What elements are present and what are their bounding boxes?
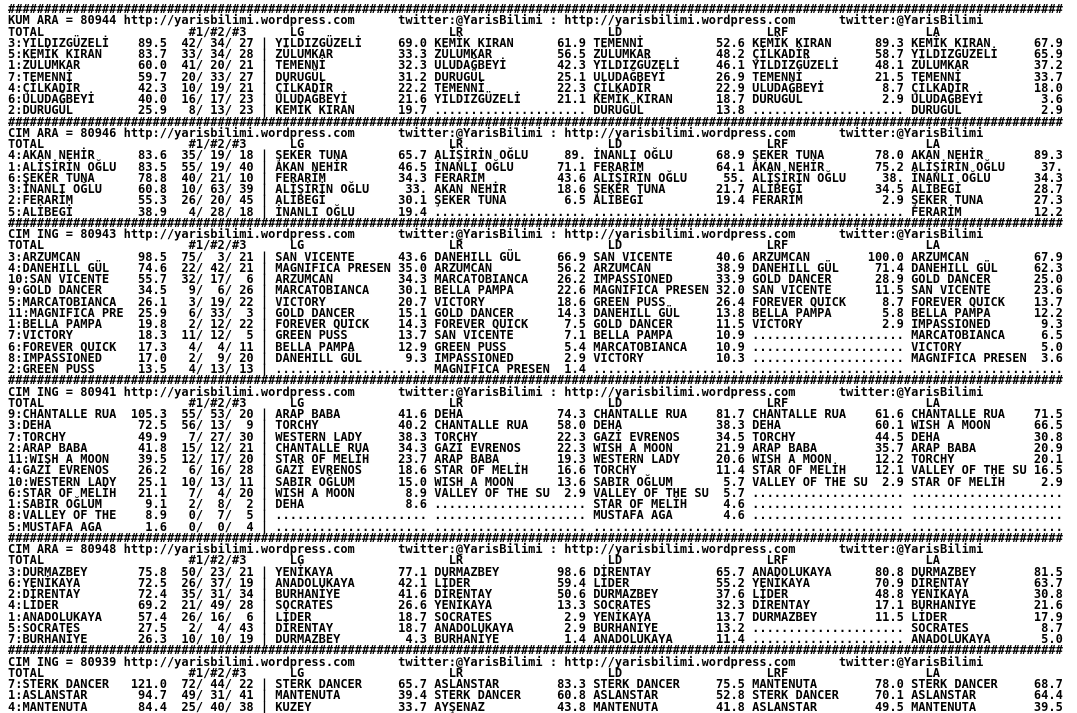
column-header-row: TOTAL #1/#2/#3 LG LR LD LRF LA — [8, 137, 940, 151]
table-row: 1:ASLANSTAR 94.7 49/ 31/ 41 | MANTENUTA 39.4 STERK DANCER 60.8 ASLANSTAR 52.8 STERK DANCER 70.1 ASLANSTAR 64.4 — [8, 688, 1063, 703]
table-row: 5:MARCATOBIANCA 26.1 3/ 19/ 22 | VICTORY 20.7 VICTORY 18.6 GREEN PUSS 26.4 FOREVER QUICK 8.7 FOREVER QUICK 13.7 — [8, 294, 1063, 309]
section-separator: ################################################################################################################################################## — [8, 530, 1063, 545]
section-separator: ################################################################################################################################################## — [8, 373, 1063, 388]
table-row: 5:KEMİK KIRAN 83.7 33/ 34/ 28 | ZÜLUMKAR 33.3 ZÜLUMKAR 56.5 ZÜLUMKAR 48.2 ÇİLKADİR 58.7 YILDIZGÜZELİ 65.9 — [8, 47, 1063, 61]
table-row: 5:ALİBEGİ 38.9 4/ 28/ 18 | İNANLI OĞLU 19.4 ..................... ..................... ..................... FERARİM 12.2 — [8, 204, 1063, 219]
table-row: 10:SAN VICENTE 55.7 32/ 17/ 6 | ARZUMCAN 34.3 MARCATOBIANCA 26.2 IMPASSIONED 33.9 GOLD DANCER 28.9 GOLD DANCER 25.0 — [8, 272, 1063, 286]
table-row: 11:WISH A MOON 39.5 12/ 17/ 20 | STAR OF MELİH 23.7 ARAP BABA 19.3 WESTERN LADY 20.6 WISH A MOON 12.2 TORCHY 20.1 — [8, 452, 1063, 466]
column-header-row: TOTAL #1/#2/#3 LG LR LD LRF LA — [8, 665, 940, 680]
section-separator: ################################################################################################################################################## — [8, 215, 1063, 230]
section-separator: ################################################################################################################################################## — [8, 114, 1063, 129]
table-row: 6:ŞEKER TUNA 78.8 40/ 21/ 10 | FERARİM 34.3 FERARİM 43.6 ALİŞİRİN OĞLU 55. ALİŞİRİN OĞLU 38. İNANLI OĞLU 34.3 — [8, 170, 1063, 185]
table-row: 4:LİDER 69.2 21/ 49/ 28 | SOCRATES 26.6 YENİKAYA 13.3 SOCRATES 32.3 DİRENTAY 17.1 BURHANİYE 21.6 — [8, 598, 1063, 613]
table-row: 7:VICTORY 18.3 11/ 12/ 5 | GREEN PUSS 13.7 SAN VICENTE 7.1 BELLA PAMPA 10.9 ..................... MARCATOBIANCA 6.5 — [8, 328, 1063, 343]
table-row: 3:YILDIZGÜZELİ 89.5 42/ 34/ 27 | YILDIZGÜZELİ 69.0 KEMİK KIRAN 61.9 TEMENNİ 52.6 KEMİK KIRAN 89.3 KEMİK KIRAN 67.9 — [8, 35, 1063, 50]
table-row: 4:MANTENUTA 84.4 25/ 40/ 38 | KUZEY 33.7 AYŞENAZ 43.8 MANTENUTA 41.8 ASLANSTAR 49.5 MANTENUTA 39.5 — [8, 699, 1063, 713]
table-row: 5:MUSTAFA AGA 1.6 0/ 0/ 4 | ..................... ..................... ..................... ..................... ..................... — [8, 519, 1063, 534]
table-row: 8:VALLEY OF THE 8.9 0/ 7/ 5 | ..................... ..................... MUSTAFA AGA 4.6 ..................... ..................... — [8, 508, 1063, 523]
section-header: CIM ING = 80943 http://yarisbilimi.wordpress.com twitter:@YarisBilimi : http://yarisbilimi.wordpress.com twitter:@YarisBilimi — [8, 227, 984, 241]
table-row: 4:ÇİLKADİR 42.3 10/ 19/ 21 | ÇİLKADİR 22.2 TEMENNİ 22.3 ÇİLKADİR 22.9 ULUDAĞBEYİ 8.7 ÇİLKADİR 18.0 — [8, 80, 1063, 95]
table-row: 2:FERARİM 55.3 26/ 20/ 45 | ALİBEGİ 30.1 ŞEKER TUNA 6.5 ALİBEGİ 19.4 FERARİM 2.9 ŞEKER TUNA 27.3 — [8, 193, 1063, 208]
column-header-row: TOTAL #1/#2/#3 LG LR LD LRF LA — [8, 395, 940, 410]
table-row: 2:ARAP BABA 41.8 15/ 12/ 21 | CHANTALLE RUA 34.3 GAZİ EVRENOS 22.3 WISH A MOON 21.9 ARAP BABA 35.7 ARAP BABA 20.9 — [8, 440, 1063, 455]
table-row: 11:MAGNIFICA PRE 25.9 6/ 33/ 3 | GOLD DANCER 15.1 GOLD DANCER 14.3 DANEHILL GÜL 13.8 BELLA PAMPA 5.8 BELLA PAMPA 12.2 — [8, 305, 1063, 320]
table-row: 1:ZÜLUMKAR 60.0 41/ 20/ 21 | TEMENNİ 32.3 ULUDAĞBEYİ 42.3 YILDIZGÜZELİ 46.1 YILDIZGÜZELİ 48.1 ZÜLUMKAR 37.2 — [8, 58, 1063, 73]
table-row: 7:BURHANİYE 26.3 10/ 10/ 19 | DURMAZBEY 4.3 BURHANİYE 1.4 ANADOLUKAYA 11.4 ..................... ANADOLUKAYA 5.0 — [8, 632, 1063, 646]
section-header: CIM ING = 80941 http://yarisbilimi.wordpress.com twitter:@YarisBilimi : http://yarisbilimi.wordpress.com twitter:@YarisBilimi — [8, 384, 984, 399]
table-row: 7:TEMENNİ 59.7 20/ 33/ 27 | DURUGÜL 31.2 DURUGÜL 25.1 ULUDAĞBEYİ 26.9 TEMENNİ 21.5 TEMENNİ 33.7 — [8, 69, 1063, 84]
table-row: 9:CHANTALLE RUA 105.3 55/ 53/ 20 | ARAP BABA 41.6 DEHA 74.3 CHANTALLE RUA 81.7 CHANTALLE RUA 61.6 CHANTALLE RUA 71.5 — [8, 407, 1063, 421]
section-header: CIM ARA = 80948 http://yarisbilimi.wordpress.com twitter:@YarisBilimi : http://yarisbilimi.wordpress.com twitter:@YarisBilimi — [8, 542, 984, 556]
table-row: 2:DURUGÜL 25.9 8/ 13/ 23 | KEMİK KIRAN 19.7 ..................... DURUGÜL 13.8 ..................... DURUGÜL 2.9 — [8, 103, 1063, 118]
table-row: 9:GOLD DANCER 34.5 9/ 6/ 26 | MARCATOBIANCA 30.1 BELLA PAMPA 22.6 MAGNIFICA PRESEN 32.0 SAN VICENTE 11.5 SAN VICENTE 23.6 — [8, 283, 1063, 298]
table-row: 5:SOCRATES 27.5 2/ 4/ 43 | DİRENTAY 18.7 ANADOLUKAYA 2.9 BURHANİYE 13.2 ..................... SOCRATES 8.7 — [8, 620, 1063, 635]
table-row: 3:DURMAZBEY 75.8 50/ 23/ 21 | YENİKAYA 77.1 DURMAZBEY 98.6 DİRENTAY 65.7 ANADOLUKAYA 80.8 DURMAZBEY 81.5 — [8, 564, 1063, 579]
table-row: 4:GAZİ EVRENOS 26.2 6/ 16/ 28 | GAZİ EVRENOS 18.6 STAR OF MELİH 16.6 TORCHY 11.4 STAR OF MELİH 12.1 VALLEY OF THE SU 16.5 — [8, 463, 1063, 478]
section-header: KUM ARA = 80944 http://yarisbilimi.wordpress.com twitter:@YarisBilimi : http://yarisbilimi.wordpress.com twitter:@YarisBilimi — [8, 13, 984, 28]
table-row: 1:ALİŞİRİN OĞLU 83.5 55/ 19/ 40 | AKAN NEHİR 46.5 İNANLI OĞLU 71.1 FERARİM 64.1 AKAN NEHİR 75.2 ALİŞİRİN OĞLU 37. — [8, 159, 1063, 174]
table-row: 4:DANEHILL GÜL 74.6 22/ 42/ 21 | MAGNIFICA PRESEN 35.0 ARZUMCAN 56.2 ARZUMCAN 38.9 DANEHILL GÜL 71.4 DANEHILL GÜL 62.3 — [8, 260, 1063, 275]
table-row: 6:ULUDAĞBEYİ 40.0 16/ 17/ 23 | ULUDAĞBEYİ 21.6 YILDIZGÜZELİ 21.1 KEMİK KIRAN 18.7 DURUGÜL 2.9 ULUDAĞBEYİ 3.6 — [8, 92, 1063, 106]
table-row: 8:IMPASSIONED 17.0 2/ 9/ 20 | DANEHILL GÜL 9.3 IMPASSIONED 2.9 VICTORY 10.3 ..................... MAGNIFICA PRESEN 3.6 — [8, 350, 1063, 365]
table-row: 10:WESTERN LADY 25.1 10/ 13/ 11 | SABIR OĞLUM 15.0 WISH A MOON 13.6 SABIR OĞLUM 5.7 VALLEY OF THE SU 2.9 STAR OF MELİH 2.9 — [8, 474, 1063, 489]
table-row: 3:İNANLI OĞLU 60.8 10/ 63/ 39 | ALİŞİRİN OĞLU 33. AKAN NEHİR 18.6 ŞEKER TUNA 21.7 ALİBEGİ 34.5 ALİBEGİ 28.7 — [8, 182, 1063, 196]
column-header-row: TOTAL #1/#2/#3 LG LR LD LRF LA — [8, 238, 940, 253]
section-separator: ################################################################################################################################################## — [8, 2, 1063, 16]
table-row: 1:ANADOLUKAYA 57.4 26/ 16/ 6 | LİDER 18.7 SOCRATES 2.9 YENİKAYA 13.7 DURMAZBEY 11.5 LİDER 17.9 — [8, 609, 1063, 624]
table-row: 6:FOREVER QUICK 17.3 4/ 4/ 11 | BELLA PAMPA 12.9 GREEN PUSS 5.4 MARCATOBIANCA 10.9 ..................... VICTORY 5.0 — [8, 339, 1063, 354]
table-row: 6:STAR OF MELİH 21.1 7/ 4/ 20 | WISH A MOON 8.9 VALLEY OF THE SU 2.9 VALLEY OF THE SU 5.7 ..................... ..................... — [8, 485, 1063, 500]
table-row: 2:GREEN PUSS 13.5 4/ 13/ 13 | ..................... MAGNIFICA PRESEN 1.4 ..................... ..................... ..................... — [8, 362, 1063, 376]
table-row: 1:SABIR OĞLUM 9.1 2/ 8/ 2 | DEHA 8.6 ..................... STAR OF MELİH 4.6 ..................... ..................... — [8, 497, 1063, 511]
section-header: CIM ARA = 80946 http://yarisbilimi.wordpress.com twitter:@YarisBilimi : http://yarisbilimi.wordpress.com twitter:@YarisBilimi — [8, 125, 984, 140]
table-row: 3:DEHA 72.5 56/ 13/ 9 | TORCHY 40.2 CHANTALLE RUA 58.0 DEHA 38.3 DEHA 60.1 WISH A MOON 66.5 — [8, 418, 1063, 433]
column-header-row: TOTAL #1/#2/#3 LG LR LD LRF LA — [8, 24, 940, 39]
table-row: 2:DİRENTAY 72.4 35/ 31/ 34 | BURHANİYE 41.6 DİRENTAY 50.6 DURMAZBEY 37.6 LİDER 48.8 YENİKAYA 30.8 — [8, 587, 1063, 601]
table-row: 1:BELLA PAMPA 19.8 2/ 12/ 22 | FOREVER QUICK 14.3 FOREVER QUICK 7.5 GOLD DANCER 11.5 VICTORY 2.9 IMPASSIONED 9.3 — [8, 317, 1063, 331]
table-row: 6:YENİKAYA 72.5 26/ 37/ 19 | ANADOLUKAYA 42.1 LİDER 59.4 LİDER 55.2 YENİKAYA 70.9 DİRENTAY 63.7 — [8, 575, 1063, 590]
column-header-row: TOTAL #1/#2/#3 LG LR LD LRF LA — [8, 553, 940, 568]
table-row: 3:ARZUMCAN 98.5 75/ 3/ 21 | SAN VICENTE 43.6 DANEHILL GÜL 66.9 SAN VICENTE 40.6 ARZUMCAN 100.0 ARZUMCAN 67.9 — [8, 249, 1063, 264]
table-row: 7:STERK DANCER 121.0 72/ 44/ 22 | STERK DANCER 65.7 ASLANSTAR 83.3 STERK DANCER 75.5 MANTENUTA 78.0 STERK DANCER 68.7 — [8, 677, 1063, 691]
section-separator: ################################################################################################################################################## — [8, 643, 1063, 658]
section-header: CIM ING = 80939 http://yarisbilimi.wordpress.com twitter:@YarisBilimi : http://yarisbilimi.wordpress.com twitter:@YarisBilimi — [8, 654, 984, 669]
table-row: 4:AKAN NEHİR 83.6 35/ 19/ 18 | ŞEKER TUNA 65.7 ALİŞİRİN OĞLU 89. İNANLI OĞLU 68.9 ŞEKER TUNA 78.0 AKAN NEHİR 89.3 — [8, 148, 1063, 163]
table-row: 7:TORCHY 49.9 7/ 27/ 30 | WESTERN LADY 38.3 TORCHY 22.3 GAZİ EVRENOS 34.5 TORCHY 44.5 DEHA 30.8 — [8, 429, 1063, 444]
